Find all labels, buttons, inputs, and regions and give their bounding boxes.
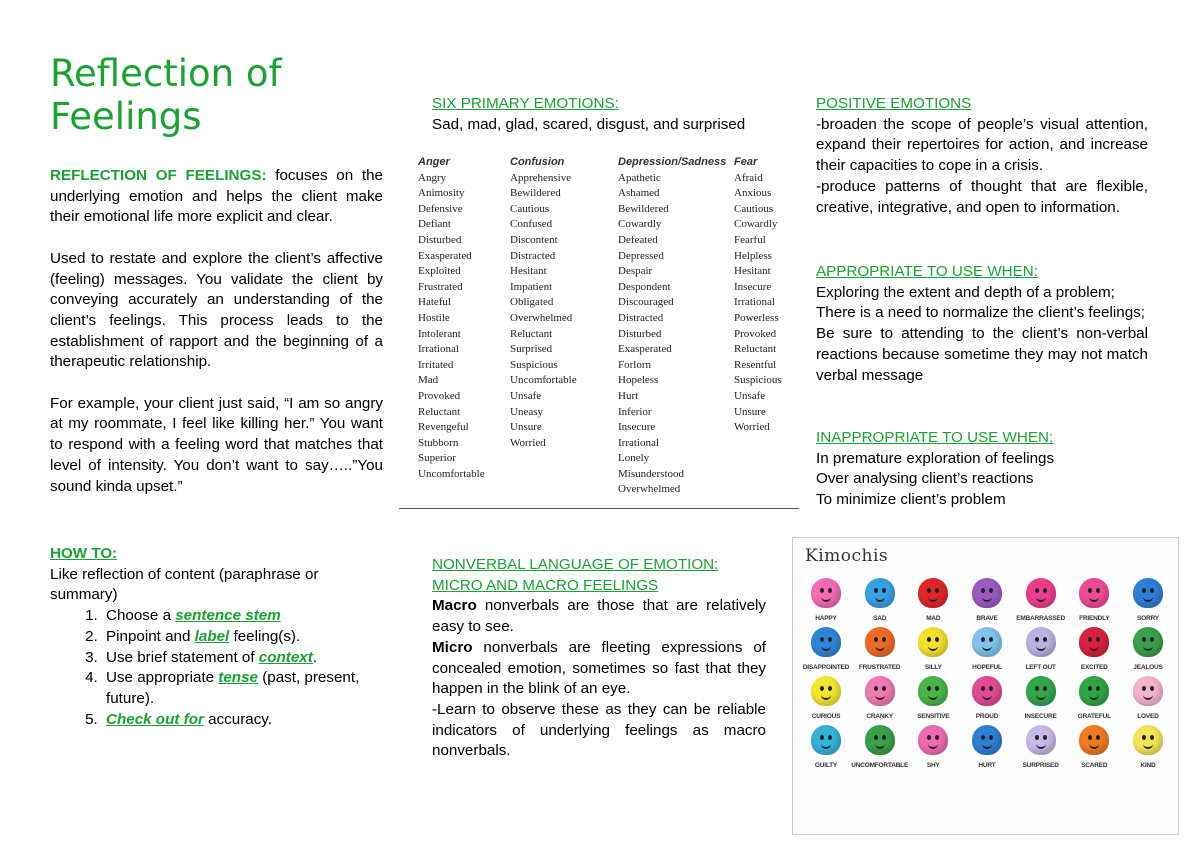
kimochi-face-icon	[1079, 676, 1109, 706]
macro-text: nonverbals are those that are relatively easy to see.	[432, 597, 766, 636]
kimochi-face-icon	[865, 578, 895, 608]
kimochi-face-icon	[1079, 725, 1109, 755]
emotion-word: Disturbed	[418, 233, 462, 246]
emotion-word: Hesitant	[510, 265, 547, 278]
emotion-word: Intolerant	[418, 327, 461, 340]
learn-paragraph: -Learn to observe these as they can be reliable indicators of underlying feelings as macro nonverbals.	[432, 700, 766, 760]
kimochi-label: HURT	[978, 762, 996, 769]
emotion-word: Resentful	[734, 358, 777, 371]
definition-text: focuses on the underlying emotion and helps the client make their emotional life more explicit and clear.	[50, 167, 383, 226]
kimochi-face-icon	[1133, 578, 1163, 608]
micro-paragraph	[432, 638, 766, 700]
kimochis-poster	[792, 537, 1179, 835]
emotion-word: Hesitant	[734, 265, 771, 278]
definition-paragraph	[50, 166, 383, 228]
emotion-word: Uncomfortable	[418, 467, 485, 480]
six-primary-section	[432, 94, 772, 135]
emotion-word: Disturbed	[618, 327, 662, 340]
emotion-word: Unsure	[734, 405, 766, 418]
emotion-word: Despair	[618, 265, 653, 278]
kimochi-label: SHY	[926, 762, 940, 769]
emotion-word: Cautious	[510, 202, 550, 215]
emotion-word: Helpless	[734, 249, 772, 262]
howto-step	[102, 627, 383, 648]
emotion-word: Impatient	[510, 280, 553, 293]
kimochi-label: EXCITED	[1080, 664, 1108, 671]
kimochi-label: SENSITIVE	[917, 713, 950, 720]
emotion-word: Exasperated	[618, 343, 672, 356]
emotion-column	[618, 155, 726, 498]
emotion-word: Insecure	[618, 421, 656, 434]
emotion-words-table	[400, 155, 800, 510]
emotion-word: Bewildered	[618, 202, 669, 215]
poster-row	[801, 578, 1173, 623]
emotion-word: Suspicious	[510, 358, 558, 371]
howto-step-text: Use brief statement of	[106, 648, 259, 666]
kimochi-face-icon	[1026, 627, 1056, 657]
emotion-word: Exploited	[418, 265, 461, 278]
kimochi-label: INSECURE	[1024, 713, 1057, 720]
emotion-word: Cowardly	[734, 218, 778, 231]
kimochi-face-icon	[865, 676, 895, 706]
emotion-word: Defiant	[418, 218, 451, 231]
emotion-column	[734, 155, 782, 436]
emotion-word: Irrational	[418, 343, 459, 356]
positive-p2: -produce patterns of thought that are flexible, creative, integrative, and open to information.	[816, 177, 1148, 216]
emotion-word: Worried	[734, 421, 770, 434]
emotion-column-header: Depression/Sadness	[618, 156, 727, 168]
emotion-word: Reluctant	[510, 327, 553, 340]
kimochi-face-icon	[918, 725, 948, 755]
kimochi-label: LEFT OUT	[1025, 664, 1056, 671]
macro-paragraph	[432, 596, 766, 637]
left-column	[50, 166, 383, 497]
kimochi-label: GUILTY	[814, 762, 838, 769]
six-primary-text: Sad, mad, glad, scared, disgust, and surprised	[432, 115, 746, 133]
poster-row	[801, 627, 1173, 672]
kimochi-character	[1069, 627, 1119, 672]
emotion-word: Afraid	[734, 171, 763, 184]
poster-grid	[801, 578, 1173, 774]
emotion-word: Overwhelmed	[510, 311, 573, 324]
kimochi-face-icon	[972, 578, 1002, 608]
emotion-word: Hateful	[418, 296, 451, 309]
emotion-column-header: Confusion	[510, 156, 565, 168]
kimochi-label: UNCOMFORTABLE	[851, 762, 909, 769]
emotion-word: Uneasy	[510, 405, 543, 418]
emotion-word: Angry	[418, 171, 447, 184]
appropriate-heading: APPROPRIATE TO USE WHEN:	[816, 263, 1038, 280]
kimochi-character	[1069, 725, 1119, 770]
positive-section	[816, 94, 1148, 218]
kimochi-label: CRANKY	[866, 713, 893, 720]
emotion-word: Frustrated	[418, 280, 463, 293]
emotion-word: Provoked	[418, 389, 461, 402]
kimochi-character	[1123, 627, 1173, 672]
nonverbal-section	[432, 555, 766, 762]
kimochi-label: GRATEFUL	[1077, 713, 1111, 720]
emotion-column	[510, 155, 577, 451]
emotion-word: Misunderstood	[618, 467, 684, 480]
howto-section	[50, 544, 383, 730]
kimochi-character	[1016, 627, 1066, 672]
emotion-word: Irrational	[618, 436, 659, 449]
kimochi-face-icon	[1026, 725, 1056, 755]
howto-step-text: Choose a	[106, 607, 176, 625]
kimochi-character	[1123, 578, 1173, 623]
emotion-word: Reluctant	[734, 343, 777, 356]
howto-step-keyword: tense	[218, 669, 258, 687]
kimochi-character	[1123, 725, 1173, 770]
restate-paragraph: Used to restate and explore the client’s affective (feeling) messages. You validate the client by conveying accurately an understanding of the client’s feelings. This process leads to the establishment of rapport and the beginning of a therapeutic relationship.	[50, 249, 383, 371]
kimochi-character	[855, 627, 905, 672]
kimochi-character	[1016, 725, 1066, 770]
nonverbal-heading: NONVERBAL LANGUAGE OF EMOTION: MICRO AND MACRO FEELINGS	[432, 556, 719, 594]
macro-label: Macro	[432, 597, 477, 615]
kimochi-character	[855, 676, 905, 721]
howto-intro: Like reflection of content (paraphrase or summary)	[50, 565, 319, 604]
kimochi-face-icon	[865, 627, 895, 657]
howto-step-keyword: sentence stem	[175, 607, 281, 625]
emotion-word: Cautious	[734, 202, 774, 215]
emotion-word: Superior	[418, 452, 456, 465]
kimochi-character	[908, 578, 958, 623]
kimochi-face-icon	[1026, 676, 1056, 706]
micro-label: Micro	[432, 638, 473, 656]
example-paragraph: For example, your client just said, “I am so angry at my roommate, I feel like killing her.” You want to respond with a feeling word that matches that level of intensity. You don’t want to say…..”You sound kinda upset.”	[50, 394, 383, 495]
page-title: Reflection of Feelings	[50, 52, 282, 138]
howto-steps	[50, 606, 383, 730]
emotion-word: Discouraged	[618, 296, 674, 309]
kimochi-face-icon	[918, 627, 948, 657]
howto-step-text: Use appropriate	[106, 669, 219, 687]
emotion-word: Stubborn	[418, 436, 459, 449]
emotion-word: Insecure	[734, 280, 772, 293]
emotion-word: Forlorn	[618, 358, 651, 371]
kimochi-character	[908, 676, 958, 721]
howto-heading: HOW TO:	[50, 545, 118, 562]
emotion-column	[418, 155, 485, 482]
kimochi-character	[855, 578, 905, 623]
emotion-column-header: Fear	[734, 156, 758, 168]
emotion-word: Animosity	[418, 187, 465, 200]
kimochi-character	[962, 676, 1012, 721]
kimochi-character	[801, 627, 851, 672]
emotion-word: Powerless	[734, 311, 779, 324]
emotion-word: Revengeful	[418, 421, 469, 434]
kimochi-face-icon	[865, 725, 895, 755]
kimochi-face-icon	[1133, 676, 1163, 706]
kimochi-label: SCARED	[1081, 762, 1108, 769]
kimochi-face-icon	[1133, 627, 1163, 657]
kimochi-character	[908, 725, 958, 770]
emotion-word: Confused	[510, 218, 553, 231]
emotion-word: Inferior	[618, 405, 652, 418]
kimochi-face-icon	[1133, 725, 1163, 755]
kimochi-face-icon	[1079, 627, 1109, 657]
appropriate-item: Be sure to attending to the client’s non-verbal reactions because sometime they may not match verbal message	[816, 325, 1148, 384]
kimochi-face-icon	[918, 676, 948, 706]
inappropriate-heading: INAPPROPRIATE TO USE WHEN:	[816, 429, 1054, 446]
kimochi-label: SAD	[873, 615, 887, 622]
emotion-word: Lonely	[618, 452, 650, 465]
kimochi-character	[1069, 676, 1119, 721]
howto-step-keyword: context	[258, 648, 313, 666]
emotion-word: Obligated	[510, 296, 554, 309]
emotion-word: Irritated	[418, 358, 454, 371]
emotion-word: Unsure	[510, 421, 542, 434]
howto-step	[102, 668, 383, 709]
emotion-word: Anxious	[734, 187, 772, 200]
howto-step-text: (past, present, future).	[106, 669, 360, 707]
kimochi-face-icon	[1026, 578, 1056, 608]
emotion-word: Hostile	[418, 311, 450, 324]
micro-text: nonverbals are fleeting expressions of concealed emotion, sometimes so fast that they happen in the blink of an eye.	[432, 638, 766, 698]
kimochi-character	[962, 725, 1012, 770]
kimochi-label: LOVED	[1137, 713, 1159, 720]
kimochi-label: SILLY	[924, 664, 942, 671]
kimochi-face-icon	[1079, 578, 1109, 608]
kimochi-character	[962, 578, 1012, 623]
kimochi-face-icon	[811, 676, 841, 706]
kimochi-face-icon	[811, 725, 841, 755]
howto-step-text: accuracy.	[203, 710, 272, 728]
appropriate-item: Exploring the extent and depth of a problem;	[816, 283, 1115, 301]
kimochi-character	[801, 676, 851, 721]
appropriate-list	[816, 283, 1148, 387]
howto-step-text: feeling(s).	[229, 627, 301, 645]
emotion-word: Ashamed	[618, 187, 660, 200]
inappropriate-list	[816, 449, 1148, 511]
poster-row	[801, 725, 1173, 770]
kimochi-character	[801, 578, 851, 623]
kimochi-face-icon	[811, 627, 841, 657]
kimochi-character	[851, 725, 909, 770]
kimochi-label: DISAPPOINTED	[802, 664, 850, 671]
inappropriate-item: In premature exploration of feelings	[816, 449, 1055, 467]
emotion-word: Bewildered	[510, 187, 561, 200]
positive-p1: -broaden the scope of people’s visual attention, expand their repertoires for action, and increase their capacities to cope in a crisis.	[816, 115, 1148, 175]
emotion-word: Overwhelmed	[618, 483, 681, 496]
appropriate-section	[816, 262, 1148, 386]
emotion-word: Mad	[418, 374, 439, 387]
emotion-word: Exasperated	[418, 249, 472, 262]
emotion-word: Uncomfortable	[510, 374, 577, 387]
table-divider	[399, 508, 799, 509]
emotion-word: Apprehensive	[510, 171, 572, 184]
kimochi-character	[1016, 578, 1066, 623]
kimochi-label: HAPPY	[815, 615, 837, 622]
inappropriate-section	[816, 428, 1148, 511]
howto-step-text: .	[312, 648, 318, 666]
kimochi-face-icon	[972, 725, 1002, 755]
emotion-word: Unsafe	[734, 389, 766, 402]
howto-step-keyword: Check out for	[106, 710, 204, 728]
kimochi-label: CURIOUS	[811, 713, 841, 720]
howto-step-text: Pinpoint and	[106, 627, 195, 645]
emotion-word: Hopeless	[618, 374, 659, 387]
howto-step	[102, 710, 383, 731]
inappropriate-item: Over analysing client’s reactions	[816, 470, 1034, 488]
kimochi-label: FRUSTRATED	[858, 664, 901, 671]
inappropriate-item: To minimize client’s problem	[816, 491, 1006, 509]
kimochi-face-icon	[811, 578, 841, 608]
kimochi-face-icon	[972, 676, 1002, 706]
kimochi-label: MAD	[926, 615, 941, 622]
emotion-word: Provoked	[734, 327, 777, 340]
kimochi-face-icon	[972, 627, 1002, 657]
emotion-word: Unsafe	[510, 389, 542, 402]
emotion-word: Suspicious	[734, 374, 782, 387]
emotion-word: Surprised	[510, 343, 553, 356]
kimochi-face-icon	[918, 578, 948, 608]
kimochi-character	[908, 627, 958, 672]
kimochi-label: KIND	[1140, 762, 1156, 769]
emotion-word: Hurt	[618, 389, 639, 402]
emotion-word: Distracted	[618, 311, 664, 324]
howto-step	[102, 648, 383, 669]
positive-heading: POSITIVE EMOTIONS	[816, 95, 972, 112]
kimochi-character	[962, 627, 1012, 672]
emotion-word: Fearful	[734, 233, 766, 246]
emotion-word: Depressed	[618, 249, 664, 262]
kimochi-character	[1069, 578, 1119, 623]
kimochi-label: EMBARRASSED	[1016, 615, 1065, 622]
kimochi-label: FRIENDLY	[1079, 615, 1110, 622]
howto-step-keyword: label	[194, 627, 230, 645]
six-primary-heading: SIX PRIMARY EMOTIONS:	[432, 95, 619, 112]
kimochi-label: SURPRISED	[1022, 762, 1059, 769]
emotion-word: Defeated	[618, 233, 658, 246]
emotion-word: Cowardly	[618, 218, 662, 231]
emotion-word: Distracted	[510, 249, 556, 262]
poster-title: Kimochis	[805, 546, 889, 566]
kimochi-label: HOPEFUL	[972, 664, 1002, 671]
kimochi-label: JEALOUS	[1133, 664, 1163, 671]
emotion-word: Apathetic	[618, 171, 661, 184]
emotion-column-header: Anger	[418, 156, 450, 168]
kimochi-label: SORRY	[1137, 615, 1159, 622]
poster-row	[801, 676, 1173, 721]
kimochi-label: BRAVE	[976, 615, 998, 622]
kimochi-character	[1123, 676, 1173, 721]
appropriate-item: There is a need to normalize the client’s feelings;	[816, 304, 1145, 322]
emotion-word: Irrational	[734, 296, 775, 309]
emotion-word: Defensive	[418, 202, 463, 215]
howto-step	[102, 606, 383, 627]
kimochi-label: PROUD	[975, 713, 999, 720]
kimochi-character	[801, 725, 851, 770]
emotion-word: Worried	[510, 436, 546, 449]
emotion-word: Reluctant	[418, 405, 461, 418]
kimochi-character	[1016, 676, 1066, 721]
definition-label: REFLECTION OF FEELINGS:	[50, 167, 267, 184]
emotion-word: Discontent	[510, 233, 558, 246]
emotion-word: Despondent	[618, 280, 671, 293]
